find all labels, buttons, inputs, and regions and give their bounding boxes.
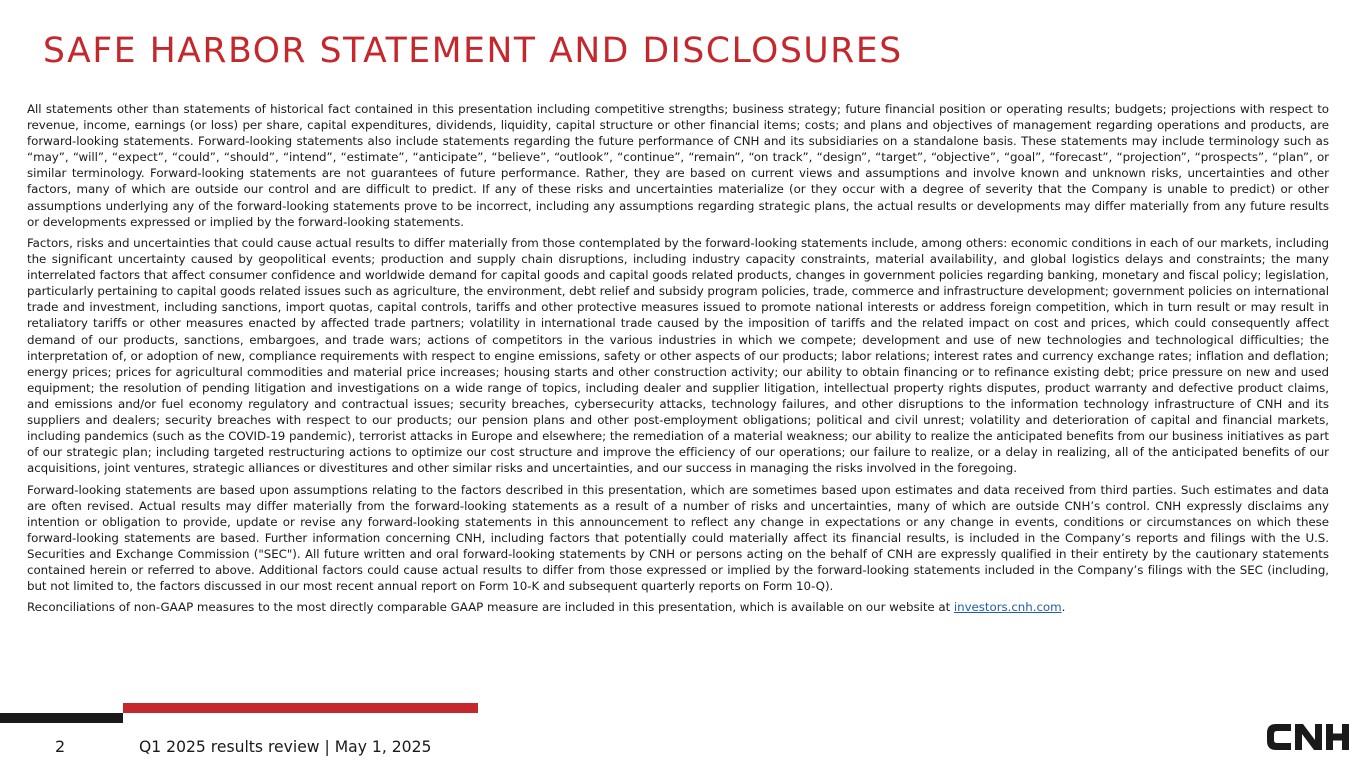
cnh-logo <box>1266 723 1350 751</box>
reconciliation-end: . <box>1061 600 1066 615</box>
investors-website-link[interactable]: investors.cnh.com <box>953 600 1062 615</box>
paragraph-forward-looking: All statements other than statements of historical fact contained in this presentation including competitive strengths; business strategy; future financial position or operating results; budgets; projections with respect to revenue, income, earnings (or loss) per share, capital expenditures, dividends, liquidity, capital structure or other financial items; costs; and plans and objectives of management regarding operations and products, are forward-looking statements. Forward-looking statements also include statements regarding the future performance of CNH and its subsidiaries on a standalone basis. These statements may include terminology such as “may”, “will”, “expect”, “could”, “should”, “intend”, “estimate”, “anticipate”, “believe”, “outlook”, “continue”, “remain”, “on track”, “design”, “target”, “objective”, “goal”, “forecast”, “projection”, “prospects”, “plan”, or similar terminology. Forward-looking statements are not guarantees of future performance. Rather, they are based on current views and assumptions and involve known and unknown risks, uncertainties and other factors, many of which are outside our control and are difficult to predict. If any of these risks and uncertainties materialize (or they occur with a degree of severity that the Company is unable to predict) or other assumptions underlying any of the forward-looking statements prove to be incorrect, including any assumptions regarding strategic plans, the actual results or developments may differ materially from any future results or developments expressed or implied by the forward-looking statements. <box>27 102 1329 229</box>
disclosure-body <box>27 101 1329 621</box>
reconciliation-text: Reconciliations of non-GAAP measures to the most directly comparable GAAP measure are included in this presentation, which is available on our website at <box>27 600 954 615</box>
paragraph-reconciliation <box>27 599 1329 615</box>
page-number: 2 <box>55 737 66 756</box>
paragraph-risk-factors: Factors, risks and uncertainties that could cause actual results to differ materially from those contemplated by the forward-looking statements include, among others: economic conditions in each of our markets, including the significant uncertainty caused by geopolitical events; production and supply chain disruptions, including industry capacity constraints, material availability, and global logistics delays and constraints; the many interrelated factors that affect consumer confidence and worldwide demand for capital goods and capital goods related products, changes in government policies regarding banking, monetary and fiscal policy; legislation, particularly pertaining to capital goods related issues such as agriculture, the environment, debt relief and subsidy program policies, trade, commerce and infrastructure development; government policies on international trade and investment, including sanctions, import quotas, capital controls, tariffs and other protective measures issued to promote national interests or address foreign competition, which in turn result or may result in retaliatory tariffs or other measures enacted by affected trade partners; volatility in international trade caused by the imposition of tariffs and the related impact on cost and prices, which could consequently affect demand of our products, sanctions, embargoes, and trade wars; actions of competitors in the various industries in which we compete; development and use of new technologies and technological difficulties; the interpretation of, or adoption of new, compliance requirements with respect to engine emissions, safety or other aspects of our products; labor relations; interest rates and currency exchange rates; inflation and deflation; energy prices; prices for agricultural commodities and material price increases; housing starts and other construction activity; our ability to obtain financing or to refinance existing debt; price pressure on new and used equipment; the resolution of pending litigation and investigations on a wide range of topics, including dealer and supplier litigation, intellectual property rights disputes, product warranty and defective product claims, and emissions and/or fuel economy regulatory and contractual issues; security breaches, cybersecurity attacks, technology failures, and other disruptions to the information technology infrastructure of CNH and its suppliers and dealers; security breaches with respect to our products; our pension plans and other post-employment obligations; political and civil unrest; volatility and deterioration of capital and financial markets, including pandemics (such as the COVID-19 pandemic), terrorist attacks in Europe and elsewhere; the remediation of a material weakness; our ability to realize the anticipated benefits from our business initiatives as part of our strategic plan; including targeted restructuring actions to optimize our cost structure and improve the efficiency of our operations; our failure to realize, or a delay in realizing, all of the anticipated benefits of our acquisitions, joint ventures, strategic alliances or divestitures and other similar risks and uncertainties, and our success in managing the risks involved in the foregoing. <box>27 235 1329 476</box>
slide-title: SAFE HARBOR STATEMENT AND DISCLOSURES <box>43 31 903 71</box>
footer-accent-bar-red <box>123 703 478 713</box>
paragraph-assumptions: Forward-looking statements are based upon assumptions relating to the factors described in this presentation, which are sometimes based upon estimates and data received from third parties. Such estimates and data are often revised. Actual results may differ materially from the forward-looking statements as a result of a number of risks and uncertainties, many of which are outside CNH’s control. CNH expressly disclaims any intention or obligation to provide, update or revise any forward-looking statements in this announcement to reflect any change in expectations or any change in events, conditions or circumstances on which these forward-looking statements are based. Further information concerning CNH, including factors that potentially could materially affect its financial results, is included in the Company’s reports and filings with the U.S. Securities and Exchange Commission ("SEC"). All future written and oral forward-looking statements by CNH or persons acting on the behalf of CNH are expressly qualified in their entirety by the cautionary statements contained herein or referred to above. Additional factors could cause actual results to differ from those expressed or implied by the forward-looking statements included in the Company’s filings with the SEC (including, but not limited to, the factors discussed in our most recent annual report on Form 10-K and subsequent quarterly reports on Form 10-Q). <box>27 482 1329 594</box>
logo-letter-h <box>1326 724 1349 750</box>
footer-accent-bar-dark <box>0 713 123 723</box>
footer-label: Q1 2025 results review | May 1, 2025 <box>139 738 432 756</box>
logo-letter-n <box>1295 724 1322 750</box>
logo-letter-c <box>1267 724 1291 750</box>
